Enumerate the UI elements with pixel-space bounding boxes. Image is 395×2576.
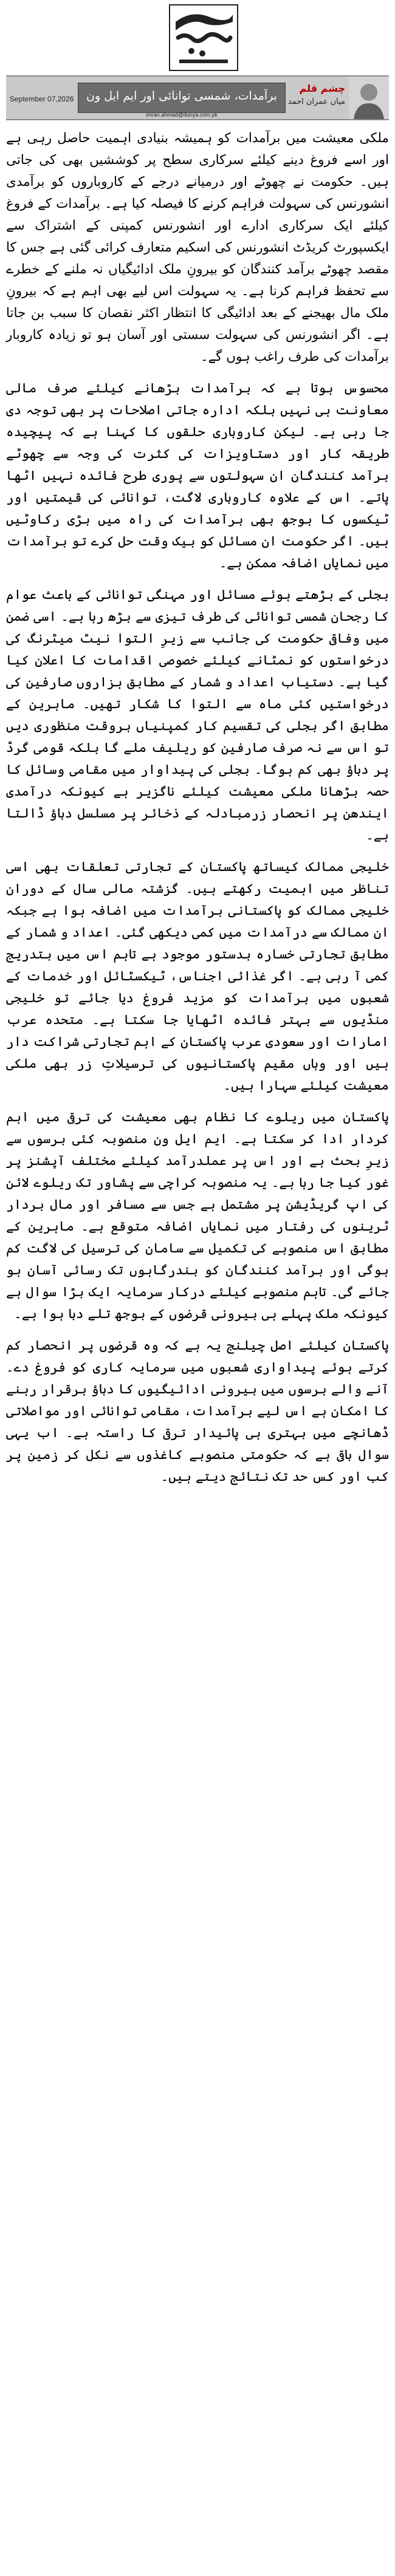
headline: برآمدات، شمسی توانائی اور ایم ایل ون: [86, 89, 277, 103]
column-banner: [6, 75, 389, 120]
column-name: چشم قلم: [299, 83, 345, 94]
masthead: [6, 4, 389, 75]
paragraph: خلیجی ممالک کیساتھ پاکستان کے تجارتی تعلقات بھی اسی تناظر میں اہمیت رکھتے ہیں۔ گزشتہ مالی سال کے دوران خلیجی ممالک کو پاکستانی برآمدات میں اضافہ ہوا ہے جبکہ ان ممالک سے درآمدات میں کمی دیکھی گئی۔ اعداد و شمار کے مطابق تجارتی خسارہ بدستور موجود ہے تاہم اس میں بتدریج کمی آ رہی ہے۔ اگر غذائی اجناس، ٹیکسٹائل اور خدمات کے شعبوں میں برآمدات کو مزید فروغ دیا جائے تو خلیجی منڈیوں سے بہتر فائدہ اٹھایا جا سکتا ہے۔ متحدہ عرب امارات اور سعودی عرب پاکستان کے اہم تجارتی شراکت دار ہیں اور وہاں مقیم پاکستانیوں کی ترسیلاتِ زر بھی ملکی معیشت کیلئے سہارا ہیں۔: [6, 859, 389, 1093]
paragraph: ملکی معیشت میں برآمدات کو ہمیشہ بنیادی اہمیت حاصل رہی ہے اور اسے فروغ دینے کیلئے سرکاری سطح پر کوششیں بھی کی جاتی ہیں۔ حکومت نے چھوٹے اور درمیانے درجے کے کاروباروں کو برآمدی انشورنس کی سہولت فراہم کرنے کا فیصلہ کیا ہے۔ برآمدات کے فروغ کیلئے ایک سرکاری ادارے اور انشورنس کمپنی کے اشتراک سے ایکسپورٹ کریڈٹ انشورنس کی اسکیم متعارف کرائی گئی ہے جس کا مقصد چھوٹے برآمد کنندگان کو بیرونِ ملک ادائیگیاں نہ ملنے کے خطرے سے تحفظ فراہم کرنا ہے۔ یہ سہولت اس لیے بھی اہم ہے کہ بیرونِ ملک مال بھیجنے کے بعد ادائیگی کا انتظار اکثر نقصان کا سبب بن جاتا ہے۔ اگر انشورنس کی سہولت سستی اور آسان ہو تو زیادہ کاروبار برآمدات کی طرف راغب ہوں گے۔: [6, 131, 389, 364]
paragraph: محسوس ہوتا ہے کہ برآمدات بڑھانے کیلئے صرف مالی معاونت ہی نہیں بلکہ ادارہ جاتی اصلاحات پر بھی توجہ دی جا رہی ہے۔ لیکن کاروباری حلقوں کا کہنا ہے کہ پیچیدہ طریقہ کار اور دستاویزات کی کثرت کی وجہ سے چھوٹے برآمد کنندگان ان سہولتوں سے پوری طرح فائدہ نہیں اٹھا پاتے۔ اس کے علاوہ کاروباری لاگت، توانائی کی قیمتیں اور ٹیکسوں کا بوجھ بھی برآمدات کی راہ میں بڑی رکاوٹیں ہیں۔ اگر حکومت ان مسائل کو بیک وقت حل کرے تو برآمدات میں نمایاں اضافہ ممکن ہے۔: [6, 381, 389, 571]
article-body: [6, 128, 389, 1488]
author-email: imran.ahmad@dunya.com.pk: [146, 112, 218, 118]
dunya-newspaper-logo: [167, 4, 240, 72]
paragraph: پاکستان کیلئے اصل چیلنج یہ ہے کہ وہ قرضوں پر انحصار کم کرتے ہوئے پیداواری شعبوں میں سرمایہ کاری کو فروغ دے۔ آنے والے برسوں میں بیرونی ادائیگیوں کا دباؤ برقرار رہنے کا امکان ہے اس لیے برآمدات، مقامی توانائی اور مواصلاتی ڈھانچے میں بہتری ہی پائیدار ترقی کا راستہ ہے۔ اب یہی سوال باقی ہے کہ حکومتی منصوبے کاغذوں سے نکل کر زمین پر کب اور کس حد تک نتائج دیتے ہیں۔: [6, 1338, 389, 1484]
paragraph: پاکستان میں ریلوے کا نظام بھی معیشت کی ترقی میں اہم کردار ادا کر سکتا ہے۔ ایم ایل ون منصوبہ کئی برسوں سے زیرِ بحث ہے اور اس پر عملدرآمد کیلئے مختلف آپشنز پر غور کیا جا رہا ہے۔ یہ منصوبہ کراچی سے پشاور تک ریلوے لائن کی اپ گریڈیشن پر مشتمل ہے جس سے مسافر اور مال بردار ٹرینوں کی رفتار میں نمایاں اضافہ متوقع ہے۔ ماہرین کے مطابق اس منصوبے کی تکمیل سے سامان کی ترسیل کی لاگت کم ہوگی اور برآمد کنندگان کو بندرگاہوں تک رسائی آسان ہو جائے گی۔ تاہم منصوبے کیلئے درکار سرمایہ ایک بڑا سوال ہے کیونکہ ملک پہلے ہی بیرونی قرضوں کے بوجھ تلے دبا ہوا ہے۔: [6, 1110, 389, 1322]
publish-date: September 07,2026: [10, 95, 74, 103]
author-name: میاں عمران احمد: [287, 97, 345, 106]
paragraph: بجلی کے بڑھتے ہوئے مسائل اور مہنگی توانائی کے باعث عوام کا رجحان شمسی توانائی کی طرف تیزی سے بڑھ رہا ہے۔ اسی ضمن میں وفاقی حکومت کی جانب سے زیرِ التوا نیٹ میٹرنگ کی درخواستوں کو نمٹانے کیلئے خصوصی اقدامات کا اعلان کیا گیا ہے۔ دستیاب اعداد و شمار کے مطابق ہزاروں صارفین کی درخواستیں کئی ماہ سے التوا کا شکار تھیں۔ ماہرین کے مطابق اگر بجلی کی تقسیم کار کمپنیاں بروقت منظوری دیں تو اس سے نہ صرف صارفین کو ریلیف ملے گا بلکہ قومی گرڈ پر دباؤ بھی کم ہوگا۔ بجلی کی پیداوار میں مقامی وسائل کا حصہ بڑھانا ملکی معیشت کیلئے ناگزیر ہے کیونکہ درآمدی ایندھن پر انحصار زرمبادلہ کے ذخائر پر مسلسل دباؤ ڈالتا ہے۔: [6, 587, 389, 843]
headline-bar: [78, 83, 286, 113]
author-photo: [349, 77, 389, 119]
